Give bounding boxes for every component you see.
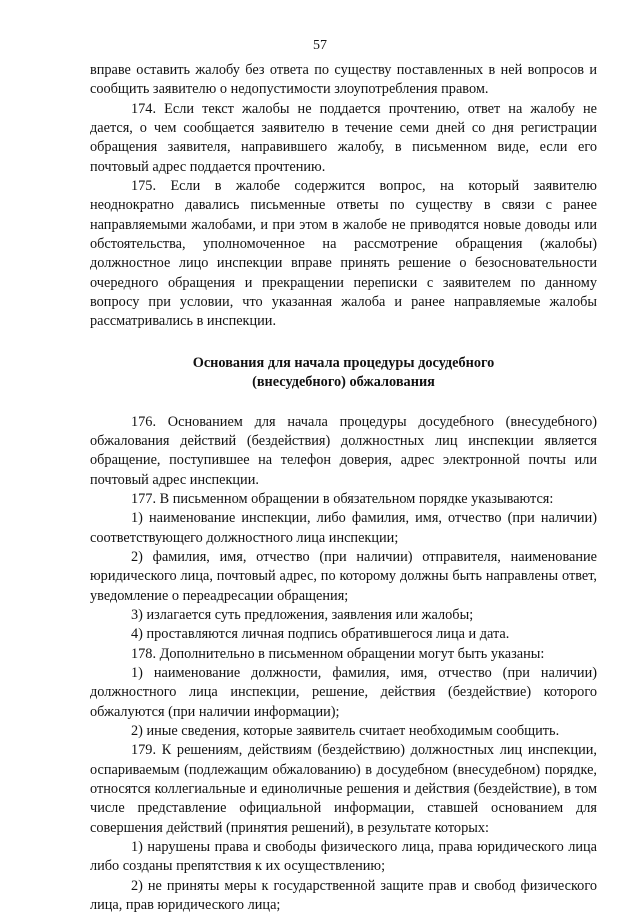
page-content (90, 61, 597, 915)
list-item: 1) наименование инспекции, либо фамилия, имя, отчество (при наличии) соответствующего должностного лица инспекции; (90, 509, 597, 548)
section-heading (90, 354, 597, 393)
list-item: 3) излагается суть предложения, заявления или жалобы; (90, 606, 597, 625)
list-item: 2) не приняты меры к государственной защите прав и свобод физического лица, прав юридического лица; (90, 877, 597, 915)
list-item: 4) проставляются личная подпись обратившегося лица и дата. (90, 625, 597, 644)
paragraph: 174. Если текст жалобы не поддается прочтению, ответ на жалобу не дается, о чем сообщается заявителю в течение семи дней со дня регистрации обращения заявителя, направившего жалобу, в письменном виде, если его почтовый адрес поддается прочтению. (90, 100, 597, 177)
page-number: 57 (0, 38, 640, 54)
list-item: 1) наименование должности, фамилия, имя, отчество (при наличии) должностного лица инспекции, решение, действия (бездействие) которого обжалуются (при наличии информации); (90, 664, 597, 722)
paragraphs-bottom (90, 413, 597, 915)
section-heading-line-2: (внесудебного) обжалования (90, 373, 597, 392)
paragraph: 177. В письменном обращении в обязательном порядке указываются: (90, 490, 597, 509)
paragraph: 179. К решениям, действиям (бездействию) должностных лиц инспекции, оспариваемым (подлежащим обжалованию) в досудебном (внесудебном) порядке, относятся коллегиальные и единоличные решения и действия (бездействие), в том числе представление официальной информации, ставшей основанием для совершения действий (принятия решений), в результате которых: (90, 741, 597, 838)
paragraph: 178. Дополнительно в письменном обращении могут быть указаны: (90, 645, 597, 664)
list-item: 2) иные сведения, которые заявитель считает необходимым сообщить. (90, 722, 597, 741)
paragraphs-top (90, 61, 597, 332)
list-item: 2) фамилия, имя, отчество (при наличии) отправителя, наименование юридического лица, почтовый адрес, по которому должны быть направлены ответ, уведомление о переадресации обращения; (90, 548, 597, 606)
paragraph: 175. Если в жалобе содержится вопрос, на который заявителю неоднократно давались письменные ответы по существу в связи с ранее направляемыми жалобами, и при этом в жалобе не приводятся новые доводы или обстоятельства, уполномоченное на рассмотрение обращения (жалобы) должностное лицо инспекции вправе принять решение о безосновательности очередного обращения и прекращении переписки с заявителем по данному вопросу при условии, что указанная жалоба и ранее направляемые жалобы рассматривались в инспекции. (90, 177, 597, 332)
list-item: 1) нарушены права и свободы физического лица, права юридического лица либо созданы препятствия к их осуществлению; (90, 838, 597, 877)
section-heading-line-1: Основания для начала процедуры досудебного (90, 354, 597, 373)
paragraph: 176. Основанием для начала процедуры досудебного (внесудебного) обжалования действий (бездействия) должностных лиц инспекции является обращение, поступившее на телефон доверия, адрес электронной почты или почтовый адрес инспекции. (90, 413, 597, 490)
paragraph: вправе оставить жалобу без ответа по существу поставленных в ней вопросов и сообщить заявителю о недопустимости злоупотребления правом. (90, 61, 597, 100)
